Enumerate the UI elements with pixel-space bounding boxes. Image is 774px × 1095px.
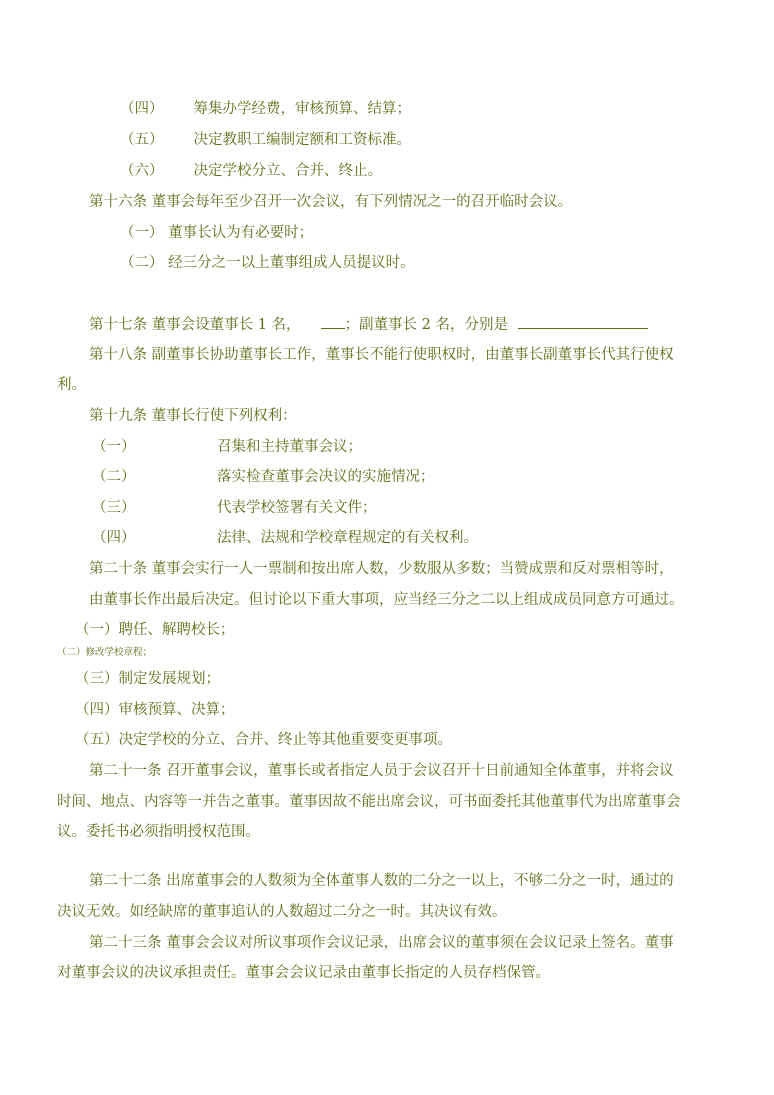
- item-text: 筹集办学经费，审核预算、结算；: [193, 101, 411, 117]
- article-19-item-1: [92, 437, 362, 457]
- item-number: （三）: [92, 500, 136, 516]
- article-19-item-4: [92, 528, 478, 548]
- article-23-line-2: 对董事会议的决议承担责任。董事会会议记录由董事长指定的人员存档保管。: [57, 965, 550, 981]
- item-number: （一）: [92, 439, 136, 455]
- article-20-item-3: （三）制定发展规划；: [75, 671, 220, 687]
- item-number: （四）: [120, 101, 164, 117]
- article-19-item-3: [92, 498, 377, 518]
- article-20-item-1: （一）聘任、解聘校长；: [75, 622, 235, 638]
- article-22-line-2: 决议无效。如经缺席的董事追认的人数超过二分之一时。其决议有效。: [57, 904, 507, 920]
- item-6: [120, 161, 382, 181]
- article-20-item-4: （四）审核预算、决算；: [75, 702, 235, 718]
- item-text: 代表学校签署有关文件；: [217, 500, 377, 516]
- blank-underline: [321, 314, 345, 329]
- item-text: 决定学校分立、合并、终止。: [193, 163, 382, 179]
- article-19-item-2: [92, 467, 435, 487]
- item-number: （六）: [120, 163, 164, 179]
- article-21-line-1: 第二十一条 召开董事会议，董事长或者指定人员于会议召开十日前通知全体董事，并将会议: [89, 763, 674, 779]
- item-5: [120, 130, 411, 150]
- item-number: （二）: [92, 469, 136, 485]
- item-text: 决定教职工编制定额和工资标准。: [193, 132, 411, 148]
- article-16: 第十六条 董事会每年至少召开一次会议，有下列情况之一的召开临时会议。: [89, 194, 573, 210]
- article-16-item-2: （二） 经三分之一以上董事组成人员提议时。: [120, 255, 415, 271]
- article-18-text: 第十八条 副董事长协助董事长工作，董事长不能行使职权时，由董事长副董事长代其行使权: [89, 347, 674, 363]
- article-20-line-2: 由董事长作出最后决定。但讨论以下重大事项，应当经三分之二以上组成成员同意方可通过。: [89, 592, 684, 608]
- article-22-line-1: 第二十二条 出席董事会的人数须为全体董事人数的二分之一以上，不够二分之一时，通过的: [89, 873, 674, 889]
- article-18-line-1: [89, 345, 721, 365]
- item-text: 法律、法规和学校章程规定的有关权利。: [217, 530, 478, 546]
- item-text: 召集和主持董事会议；: [217, 439, 362, 455]
- item-number: （五）: [120, 132, 164, 148]
- article-17-text-2: ；副董事长 2 名，分别是: [344, 317, 509, 333]
- article-18-line-2: 利。: [57, 377, 86, 393]
- item-number: （四）: [92, 530, 136, 546]
- article-19: 第十九条 董事长行使下列权利：: [89, 408, 297, 424]
- article-21-line-3: 议。委托书必须指明授权范围。: [57, 824, 260, 840]
- article-23-line-1: 第二十三条 董事会会议对所议事项作会议记录，出席会议的董事须在会议记录上签名。董事: [89, 935, 674, 951]
- article-21-line-2: 时间、地点、内容等一并告之董事。董事因故不能出席会议，可书面委托其他董事代为出席董事会: [57, 794, 681, 810]
- item-text: 落实检查董事会决议的实施情况；: [217, 469, 435, 485]
- article-20-item-2: （二）修改学校章程；: [57, 647, 153, 658]
- blank-underline: [518, 314, 648, 329]
- item-4: [120, 99, 411, 119]
- article-17-text: 第十七条 董事会设董事长 1 名，: [89, 317, 301, 333]
- article-20-item-5: （五）决定学校的分立、合并、终止等其他重要变更事项。: [75, 732, 452, 748]
- article-16-item-1: （一） 董事长认为有必要时；: [120, 225, 314, 241]
- article-17: [89, 314, 648, 335]
- article-20-line-1: 第二十条 董事会实行一人一票制和按出席人数，少数服从多数；当赞成票和反对票相等时，: [89, 561, 674, 577]
